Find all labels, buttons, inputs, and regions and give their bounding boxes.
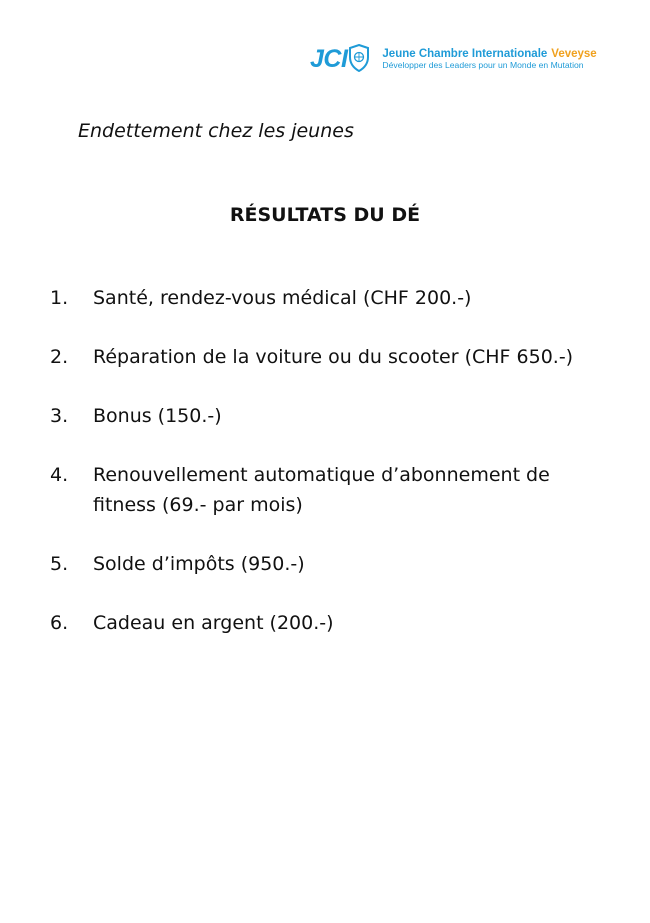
document-heading: RÉSULTATS DU DÉ [229,204,421,226]
jci-logo [310,46,597,72]
logo-org-line [382,48,596,60]
list-item-text: Renouvellement automatique d’abonnement de fitness (69.- par mois) [93,464,550,516]
chapter-name: Veveyse [551,47,597,60]
org-name: Jeune Chambre Internationale [382,47,548,60]
shield-icon [348,44,370,72]
list-item [50,283,610,313]
list-item-number: 5. [50,553,69,575]
list-item [50,342,610,372]
list-item-text: Solde d’impôts (950.-) [93,553,305,575]
list-item-text: Santé, rendez-vous médical (CHF 200.-) [93,287,472,309]
logo-text [382,48,596,70]
list-item-text: Réparation de la voiture ou du scooter (CHF 650.-) [93,346,574,368]
list-item [50,608,610,638]
list-item [50,549,610,579]
results-list [50,283,610,667]
list-item-text: Bonus (150.-) [93,405,222,427]
list-item [50,460,610,520]
logo-tagline: Développer des Leaders pour un Monde en Mutation [382,60,584,71]
list-item-number: 1. [50,287,69,309]
document-subtitle: Endettement chez les jeunes [78,120,354,142]
list-item [50,401,610,431]
list-item-number: 2. [50,346,69,368]
list-item-text: Cadeau en argent (200.-) [93,612,334,634]
list-item-number: 4. [50,464,69,486]
logo-mark: JCI [310,44,348,73]
list-item-number: 3. [50,405,69,427]
list-item-number: 6. [50,612,69,634]
